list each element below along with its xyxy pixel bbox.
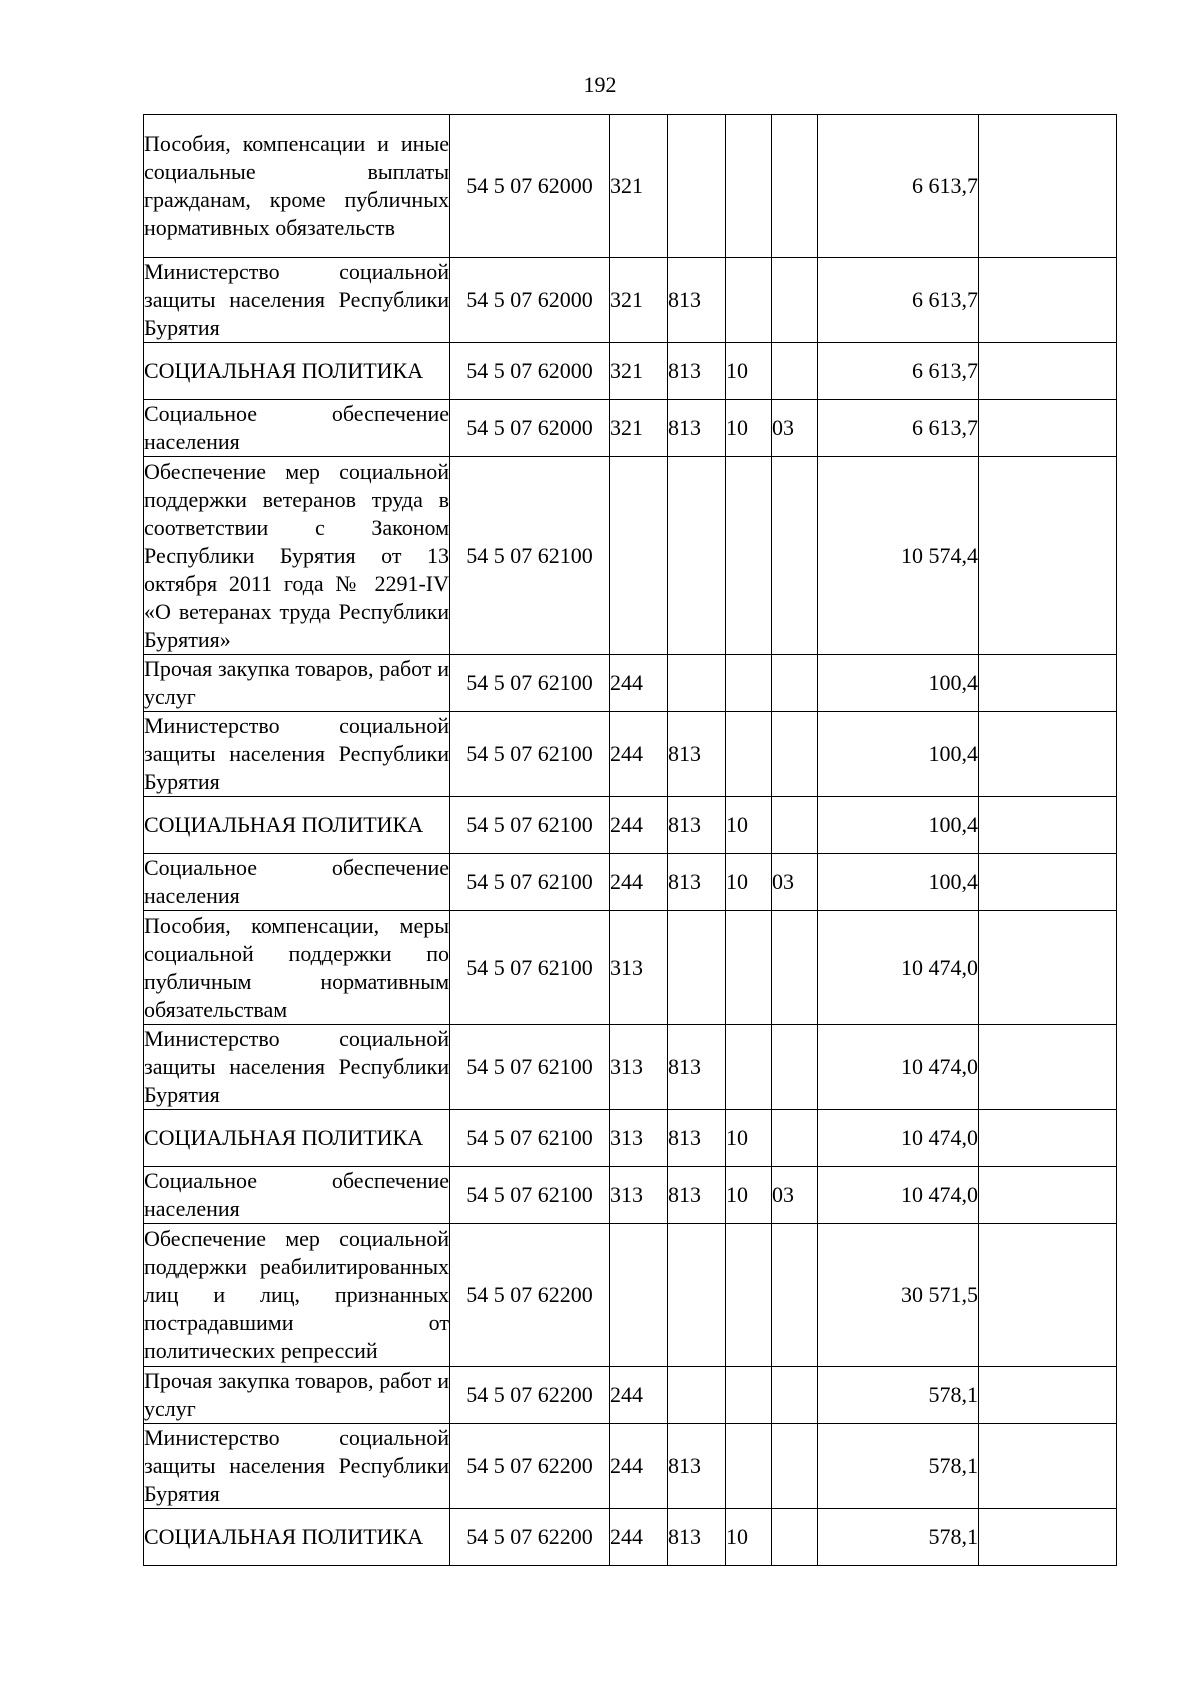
subsection-cell <box>772 1110 818 1167</box>
table-row <box>144 797 1117 854</box>
table-row <box>144 258 1117 343</box>
empty-cell <box>979 854 1117 911</box>
subsection-cell <box>772 1509 818 1566</box>
table-row <box>144 1167 1117 1224</box>
table-row <box>144 115 1117 258</box>
empty-cell <box>979 1110 1117 1167</box>
target-article-cell: 54 5 07 62100 <box>450 854 610 911</box>
target-article-cell: 54 5 07 62100 <box>450 712 610 797</box>
department-code-cell <box>668 115 726 258</box>
table-row <box>144 854 1117 911</box>
empty-cell <box>979 1167 1117 1224</box>
department-code-cell: 813 <box>668 1110 726 1167</box>
item-name-cell: Пособия, компенсации, меры социальной поддержки по публичным нормативным обязательствам <box>144 911 450 1025</box>
section-cell: 10 <box>726 1167 772 1224</box>
amount-cell: 578,1 <box>818 1424 979 1509</box>
amount-cell: 30 571,5 <box>818 1224 979 1367</box>
expense-type-cell: 321 <box>610 258 668 343</box>
amount-cell: 100,4 <box>818 797 979 854</box>
section-cell: 10 <box>726 400 772 457</box>
department-code-cell <box>668 457 726 655</box>
target-article-cell: 54 5 07 62200 <box>450 1224 610 1367</box>
expense-type-cell: 321 <box>610 343 668 400</box>
item-name-cell: Пособия, компенсации и иные социальные выплаты гражданам, кроме публичных нормативных обязательств <box>144 115 450 258</box>
department-code-cell: 813 <box>668 258 726 343</box>
section-cell: 10 <box>726 1509 772 1566</box>
section-cell <box>726 1424 772 1509</box>
section-cell <box>726 911 772 1025</box>
empty-cell <box>979 400 1117 457</box>
subsection-cell: 03 <box>772 1167 818 1224</box>
empty-cell <box>979 1509 1117 1566</box>
item-name-cell: Социальное обеспечение населения <box>144 1167 450 1224</box>
expense-type-cell <box>610 457 668 655</box>
target-article-cell: 54 5 07 62100 <box>450 797 610 854</box>
item-name-cell: СОЦИАЛЬНАЯ ПОЛИТИКА <box>144 797 450 854</box>
expense-type-cell: 313 <box>610 1110 668 1167</box>
table-row <box>144 911 1117 1025</box>
table-row <box>144 712 1117 797</box>
item-name-cell: Министерство социальной защиты населения Республики Бурятия <box>144 712 450 797</box>
department-code-cell: 813 <box>668 1509 726 1566</box>
empty-cell <box>979 115 1117 258</box>
table-row <box>144 1110 1117 1167</box>
table-row <box>144 655 1117 712</box>
target-article-cell: 54 5 07 62100 <box>450 1025 610 1110</box>
item-name-cell: Министерство социальной защиты населения Республики Бурятия <box>144 1424 450 1509</box>
empty-cell <box>979 712 1117 797</box>
section-cell <box>726 1025 772 1110</box>
expense-type-cell: 313 <box>610 1167 668 1224</box>
expense-type-cell: 244 <box>610 655 668 712</box>
empty-cell <box>979 258 1117 343</box>
subsection-cell <box>772 343 818 400</box>
item-name-cell: Министерство социальной защиты населения Республики Бурятия <box>144 1025 450 1110</box>
section-cell <box>726 655 772 712</box>
amount-cell: 10 474,0 <box>818 1110 979 1167</box>
expense-type-cell: 244 <box>610 1424 668 1509</box>
item-name-cell: Социальное обеспечение населения <box>144 854 450 911</box>
empty-cell <box>979 457 1117 655</box>
table-row <box>144 343 1117 400</box>
item-name-cell: Социальное обеспечение населения <box>144 400 450 457</box>
subsection-cell: 03 <box>772 400 818 457</box>
target-article-cell: 54 5 07 62100 <box>450 1167 610 1224</box>
subsection-cell <box>772 797 818 854</box>
target-article-cell: 54 5 07 62000 <box>450 400 610 457</box>
amount-cell: 10 474,0 <box>818 1025 979 1110</box>
table-row <box>144 1025 1117 1110</box>
section-cell: 10 <box>726 854 772 911</box>
item-name-cell: СОЦИАЛЬНАЯ ПОЛИТИКА <box>144 1110 450 1167</box>
amount-cell: 6 613,7 <box>818 115 979 258</box>
item-name-cell: Прочая закупка товаров, работ и услуг <box>144 655 450 712</box>
target-article-cell: 54 5 07 62100 <box>450 911 610 1025</box>
subsection-cell: 03 <box>772 854 818 911</box>
target-article-cell: 54 5 07 62000 <box>450 258 610 343</box>
subsection-cell <box>772 457 818 655</box>
amount-cell: 6 613,7 <box>818 343 979 400</box>
section-cell <box>726 712 772 797</box>
department-code-cell: 813 <box>668 1424 726 1509</box>
empty-cell <box>979 655 1117 712</box>
empty-cell <box>979 1025 1117 1110</box>
section-cell <box>726 258 772 343</box>
department-code-cell <box>668 655 726 712</box>
section-cell: 10 <box>726 797 772 854</box>
amount-cell: 578,1 <box>818 1367 979 1424</box>
budget-table <box>143 114 1117 1566</box>
empty-cell <box>979 797 1117 854</box>
department-code-cell: 813 <box>668 854 726 911</box>
expense-type-cell: 313 <box>610 911 668 1025</box>
expense-type-cell <box>610 1224 668 1367</box>
table-row <box>144 1509 1117 1566</box>
amount-cell: 6 613,7 <box>818 400 979 457</box>
subsection-cell <box>772 1424 818 1509</box>
amount-cell: 578,1 <box>818 1509 979 1566</box>
target-article-cell: 54 5 07 62000 <box>450 115 610 258</box>
expense-type-cell: 244 <box>610 1367 668 1424</box>
target-article-cell: 54 5 07 62100 <box>450 655 610 712</box>
page-number: 192 <box>583 72 617 97</box>
amount-cell: 10 574,4 <box>818 457 979 655</box>
expense-type-cell: 244 <box>610 712 668 797</box>
section-cell <box>726 1224 772 1367</box>
department-code-cell: 813 <box>668 712 726 797</box>
subsection-cell <box>772 1224 818 1367</box>
section-cell <box>726 115 772 258</box>
department-code-cell <box>668 1367 726 1424</box>
subsection-cell <box>772 712 818 797</box>
target-article-cell: 54 5 07 62100 <box>450 457 610 655</box>
item-name-cell: СОЦИАЛЬНАЯ ПОЛИТИКА <box>144 343 450 400</box>
department-code-cell: 813 <box>668 343 726 400</box>
target-article-cell: 54 5 07 62000 <box>450 343 610 400</box>
item-name-cell: СОЦИАЛЬНАЯ ПОЛИТИКА <box>144 1509 450 1566</box>
table-row <box>144 400 1117 457</box>
table-row <box>144 1224 1117 1367</box>
table-row <box>144 1367 1117 1424</box>
expense-type-cell: 313 <box>610 1025 668 1110</box>
department-code-cell: 813 <box>668 1025 726 1110</box>
subsection-cell <box>772 115 818 258</box>
department-code-cell: 813 <box>668 400 726 457</box>
amount-cell: 100,4 <box>818 712 979 797</box>
expense-type-cell: 244 <box>610 854 668 911</box>
table-row <box>144 1424 1117 1509</box>
amount-cell: 100,4 <box>818 655 979 712</box>
subsection-cell <box>772 911 818 1025</box>
expense-type-cell: 244 <box>610 1509 668 1566</box>
table-body <box>144 115 1117 1566</box>
department-code-cell <box>668 911 726 1025</box>
empty-cell <box>979 911 1117 1025</box>
subsection-cell <box>772 1367 818 1424</box>
empty-cell <box>979 1424 1117 1509</box>
amount-cell: 10 474,0 <box>818 1167 979 1224</box>
expense-type-cell: 244 <box>610 797 668 854</box>
item-name-cell: Обеспечение мер социальной поддержки ветеранов труда в соответствии с Законом Республики Бурятия от 13 октября 2011 года № 2291-IV «О ветеранах труда Республики Бурятия» <box>144 457 450 655</box>
empty-cell <box>979 343 1117 400</box>
empty-cell <box>979 1367 1117 1424</box>
section-cell <box>726 1367 772 1424</box>
target-article-cell: 54 5 07 62200 <box>450 1509 610 1566</box>
amount-cell: 100,4 <box>818 854 979 911</box>
table-row <box>144 457 1117 655</box>
target-article-cell: 54 5 07 62200 <box>450 1367 610 1424</box>
department-code-cell: 813 <box>668 797 726 854</box>
expense-type-cell: 321 <box>610 115 668 258</box>
section-cell: 10 <box>726 343 772 400</box>
amount-cell: 10 474,0 <box>818 911 979 1025</box>
department-code-cell: 813 <box>668 1167 726 1224</box>
amount-cell: 6 613,7 <box>818 258 979 343</box>
subsection-cell <box>772 1025 818 1110</box>
target-article-cell: 54 5 07 62200 <box>450 1424 610 1509</box>
department-code-cell <box>668 1224 726 1367</box>
item-name-cell: Министерство социальной защиты населения Республики Бурятия <box>144 258 450 343</box>
subsection-cell <box>772 258 818 343</box>
section-cell <box>726 457 772 655</box>
item-name-cell: Обеспечение мер социальной поддержки реабилитированных лиц и лиц, признанных пострадавшими от политических репрессий <box>144 1224 450 1367</box>
target-article-cell: 54 5 07 62100 <box>450 1110 610 1167</box>
item-name-cell: Прочая закупка товаров, работ и услуг <box>144 1367 450 1424</box>
section-cell: 10 <box>726 1110 772 1167</box>
empty-cell <box>979 1224 1117 1367</box>
expense-type-cell: 321 <box>610 400 668 457</box>
subsection-cell <box>772 655 818 712</box>
